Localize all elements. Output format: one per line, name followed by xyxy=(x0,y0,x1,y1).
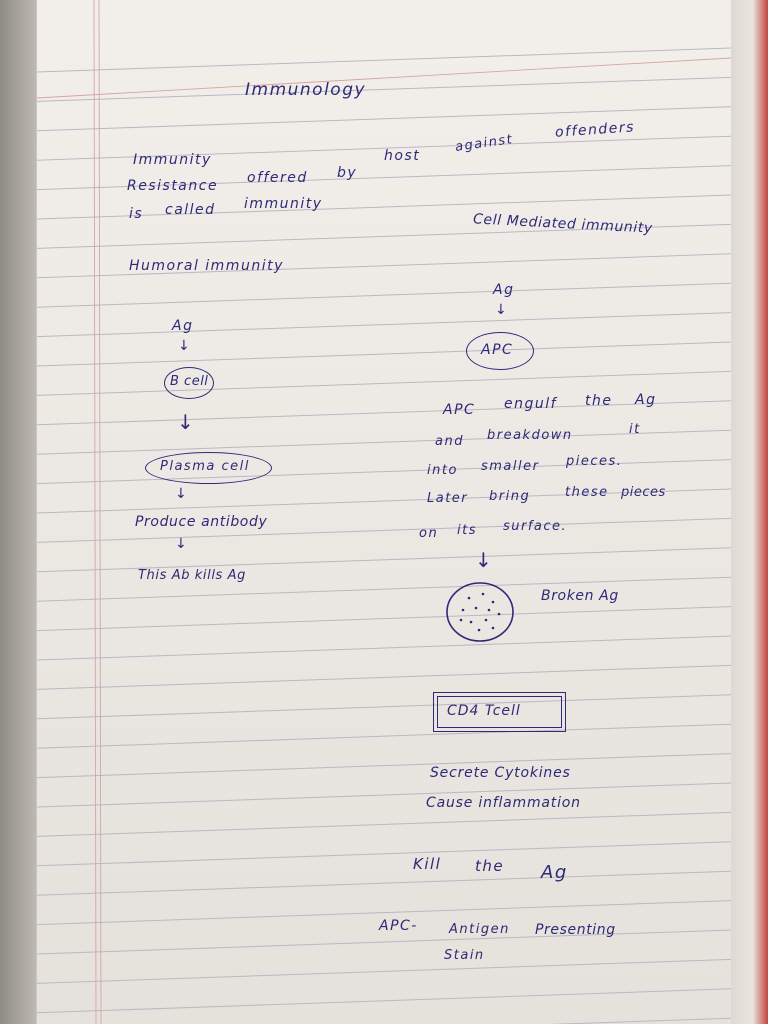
definition-word: by xyxy=(337,165,358,181)
rule-line xyxy=(37,1018,731,1024)
notebook-page xyxy=(37,0,731,1024)
produce-antibody: Produce antibody xyxy=(135,514,268,530)
definition-word: offenders xyxy=(554,119,636,141)
rule-line xyxy=(37,371,731,395)
definition-word: host xyxy=(384,148,421,164)
apc-desc-word: bring xyxy=(489,489,531,504)
rule-line xyxy=(37,871,731,895)
secrete-cytokines: Secrete Cytokines xyxy=(430,765,571,781)
apc-desc-word: the xyxy=(585,393,613,409)
page-title: Immunology xyxy=(245,80,367,100)
rule-line xyxy=(37,401,731,425)
apc-desc-word: pieces xyxy=(621,485,666,500)
apc-desc-word: it xyxy=(629,422,641,437)
notebook-edge xyxy=(730,0,768,1024)
apc-desc-word: and xyxy=(435,434,464,449)
rule-line xyxy=(37,724,731,748)
apc-desc-word: pieces. xyxy=(566,454,623,469)
cause-inflammation: Cause inflammation xyxy=(426,795,581,811)
rule-line xyxy=(37,959,731,983)
cd4-tcell-label: CD4 Tcell xyxy=(447,703,521,719)
rule-line xyxy=(37,460,731,484)
rule-line xyxy=(37,754,731,778)
apc-desc-word: engulf xyxy=(504,396,558,412)
down-arrow-icon: ↓ xyxy=(495,302,509,318)
definition-word: Resistance xyxy=(127,178,219,194)
stain-word: Stain xyxy=(444,948,485,963)
rule-line xyxy=(37,989,731,1013)
apc-desc-word: breakdown xyxy=(487,428,573,443)
apc-desc-word: into xyxy=(427,463,458,478)
humoral-heading: Humoral immunity xyxy=(129,258,284,274)
rule-line xyxy=(37,665,731,689)
ab-kills-ag: This Ab kills Ag xyxy=(138,568,246,583)
definition-word: is xyxy=(129,206,144,222)
rule-line xyxy=(37,283,731,307)
down-arrow-icon: ↓ xyxy=(178,338,192,354)
rule-line xyxy=(37,313,731,337)
kill-word: Kill xyxy=(413,855,442,873)
kill-word: the xyxy=(475,857,505,875)
down-arrow-icon: ↓ xyxy=(177,410,196,434)
rule-line xyxy=(37,842,731,866)
humoral-ag: Ag xyxy=(172,318,194,334)
broken-ag-label: Broken Ag xyxy=(541,588,619,604)
bcell-label: B cell xyxy=(170,374,209,389)
apc-definition-word: Presenting xyxy=(535,922,616,938)
apc-desc-word: its xyxy=(457,523,477,538)
rule-line xyxy=(37,812,731,836)
apc-desc-word: Ag xyxy=(635,392,657,408)
cell-mediated-heading: Cell Mediated immunity xyxy=(472,211,654,237)
apc-definition-word: Antigen xyxy=(449,922,510,937)
definition-word: called xyxy=(165,202,216,218)
definition-word: offered xyxy=(247,170,308,186)
definition-word: against xyxy=(454,132,515,155)
definition-word: immunity xyxy=(244,196,323,212)
broken-ag-circle-icon xyxy=(443,580,521,646)
down-arrow-icon: ↓ xyxy=(175,536,189,552)
header-line xyxy=(37,58,731,98)
rule-line xyxy=(37,342,731,366)
rule-line xyxy=(37,607,731,631)
down-arrow-icon: ↓ xyxy=(175,486,189,502)
apc-definition-word: APC- xyxy=(379,918,418,934)
margin-line xyxy=(99,0,101,1024)
rule-line xyxy=(37,48,731,72)
margin-line xyxy=(94,0,96,1024)
apc-desc-word: Later xyxy=(427,491,469,506)
apc-desc-word: on xyxy=(419,526,439,541)
apc-desc-word: these xyxy=(565,485,609,500)
apc-desc-word: APC xyxy=(443,402,476,418)
down-arrow-icon: ↓ xyxy=(475,548,494,572)
rule-line xyxy=(37,783,731,807)
apc-label: APC xyxy=(481,342,514,358)
cm-ag: Ag xyxy=(493,282,515,298)
plasma-cell-label: Plasma cell xyxy=(160,459,250,474)
definition-heading: Immunity xyxy=(133,152,212,168)
rule-line xyxy=(37,430,731,454)
apc-desc-word: smaller xyxy=(481,459,540,474)
rule-line xyxy=(37,636,731,660)
apc-desc-word: surface. xyxy=(503,519,568,534)
rule-line xyxy=(37,77,731,101)
kill-word: Ag xyxy=(541,862,568,883)
rule-line xyxy=(37,695,731,719)
